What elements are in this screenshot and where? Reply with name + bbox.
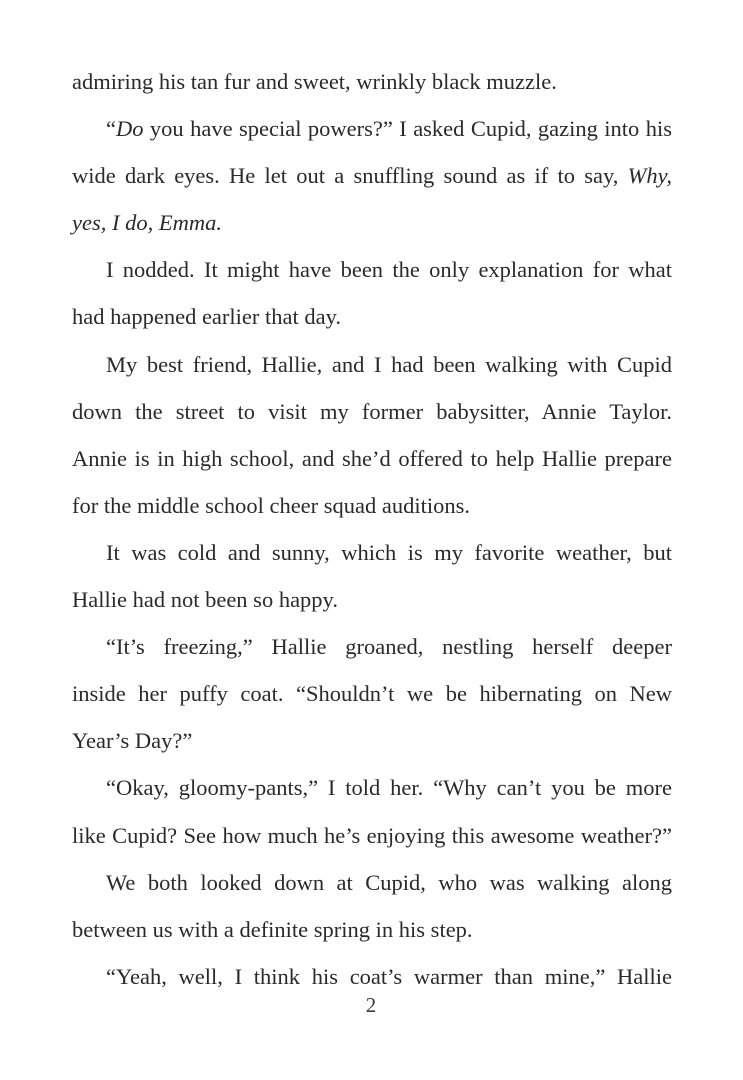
text-line: for the middle school cheer squad auditions.: [72, 492, 471, 518]
italic-text: Why,: [627, 163, 672, 189]
text-line: down the street to visit my former babysitter, Annie Taylor.: [72, 398, 672, 424]
text-line: “Okay, gloomy-pants,” I told her. “Why can’t you be more: [106, 775, 672, 801]
text-line: wide dark eyes. He let out a snuffling sound as if to say, Why,: [72, 163, 672, 189]
italic-text: Do: [116, 116, 144, 142]
italic-text: yes, I do, Emma.: [72, 210, 222, 236]
page-number: 2: [365, 993, 378, 1017]
text-line: Hallie had not been so happy.: [72, 587, 338, 613]
text-line: It was cold and sunny, which is my favorite weather, but: [106, 539, 672, 565]
text-line: like Cupid? See how much he’s enjoying this awesome weather?”: [72, 822, 672, 848]
body-text: [72, 58, 672, 1000]
text-line: “It’s freezing,” Hallie groaned, nestling herself deeper: [106, 634, 672, 660]
text-line: inside her puffy coat. “Shouldn’t we be hibernating on New: [72, 681, 672, 707]
text-line: Annie is in high school, and she’d offered to help Hallie prepare: [72, 445, 672, 471]
text-line: admiring his tan fur and sweet, wrinkly black muzzle.: [72, 69, 557, 94]
text-line: My best friend, Hallie, and I had been walking with Cupid: [106, 351, 672, 377]
text-line: between us with a definite spring in his step.: [72, 916, 473, 942]
text-line: “Do you have special powers?” I asked Cupid, gazing into his: [106, 116, 672, 142]
text-line: [72, 199, 672, 246]
text-line: I nodded. It might have been the only explanation for what: [106, 257, 672, 283]
text-line: Year’s Day?”: [72, 728, 193, 754]
text-line: had happened earlier that day.: [72, 304, 342, 330]
text-line: “Yeah, well, I think his coat’s warmer than mine,” Hallie: [106, 963, 672, 989]
text-line: We both looked down at Cupid, who was walking along: [106, 869, 672, 895]
